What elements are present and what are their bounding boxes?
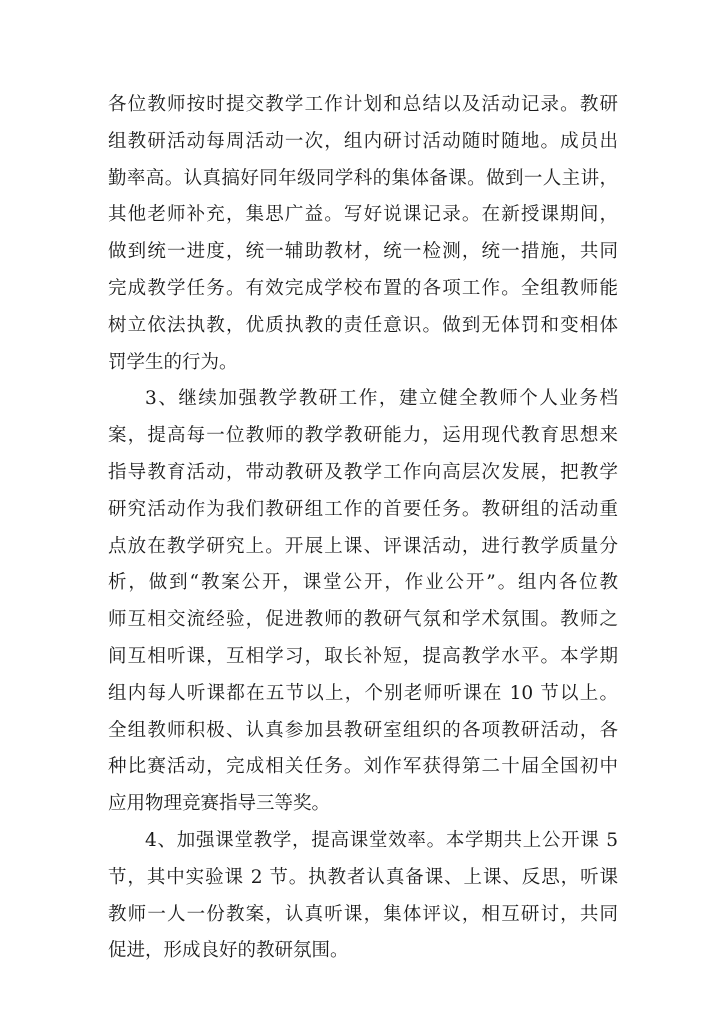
paragraph-first-line: 4、加强课堂教学，提高课堂效率。本学期共上公开课 5 xyxy=(145,829,618,851)
text-line: 析，做到“教案公开，课堂公开，作业公开”。组内各位教 xyxy=(108,572,618,594)
text-line: 案，提高每一位教师的教学教研能力，运用现代教育思想来 xyxy=(108,425,618,447)
text-line: 组教研活动每周活动一次，组内研讨活动随时随地。成员出 xyxy=(108,130,618,152)
text-line: 各位教师按时提交教学工作计划和总结以及活动记录。教研 xyxy=(108,94,618,115)
text-line: 做到统一进度，统一辅助教材，统一检测，统一措施，共同 xyxy=(108,241,618,263)
text-line: 完成教学任务。有效完成学校布置的各项工作。全组教师能 xyxy=(108,277,618,299)
text-line: 教师一人一份教案，认真听课，集体评议，相互研讨，共同 xyxy=(108,903,618,925)
text-line: 勤率高。认真搞好同年级同学科的集体备课。做到一人主讲， xyxy=(108,167,618,189)
text-line: 师互相交流经验，促进教师的教研气氛和学术氛围。教师之 xyxy=(108,609,618,631)
text-line: 节，其中实验课 2 节。执教者认真备课、上课、反思，听课 xyxy=(108,866,618,888)
text-line: 罚学生的行为。 xyxy=(108,351,238,373)
text-line: 种比赛活动，完成相关任务。刘作军获得第二十届全国初中 xyxy=(108,756,618,778)
text-line: 促进，形成良好的教研氛围。 xyxy=(108,940,349,962)
text-line: 树立依法执教，优质执教的责任意识。做到无体罚和变相体 xyxy=(108,314,618,336)
document-body xyxy=(108,87,618,970)
text-line: 间互相听课，互相学习，取长补短，提高教学水平。本学期 xyxy=(108,645,618,667)
text-line: 研究活动作为我们教研组工作的首要任务。教研组的活动重 xyxy=(108,498,618,520)
text-line: 应用物理竞赛指导三等奖。 xyxy=(108,793,331,815)
text-line: 点放在教学研究上。开展上课、评课活动，进行教学质量分 xyxy=(108,535,618,557)
text-line: 组内每人听课都在五节以上，个别老师听课在 10 节以上。 xyxy=(108,682,618,704)
text-line: 其他老师补充，集思广益。写好说课记录。在新授课期间， xyxy=(108,204,618,226)
text-line: 全组教师积极、认真参加县教研室组织的各项教研活动，各 xyxy=(108,719,618,741)
paragraph-first-line: 3、继续加强教学教研工作，建立健全教师个人业务档 xyxy=(145,388,618,410)
text-line: 指导教育活动，带动教研及教学工作向高层次发展，把教学 xyxy=(108,461,618,483)
